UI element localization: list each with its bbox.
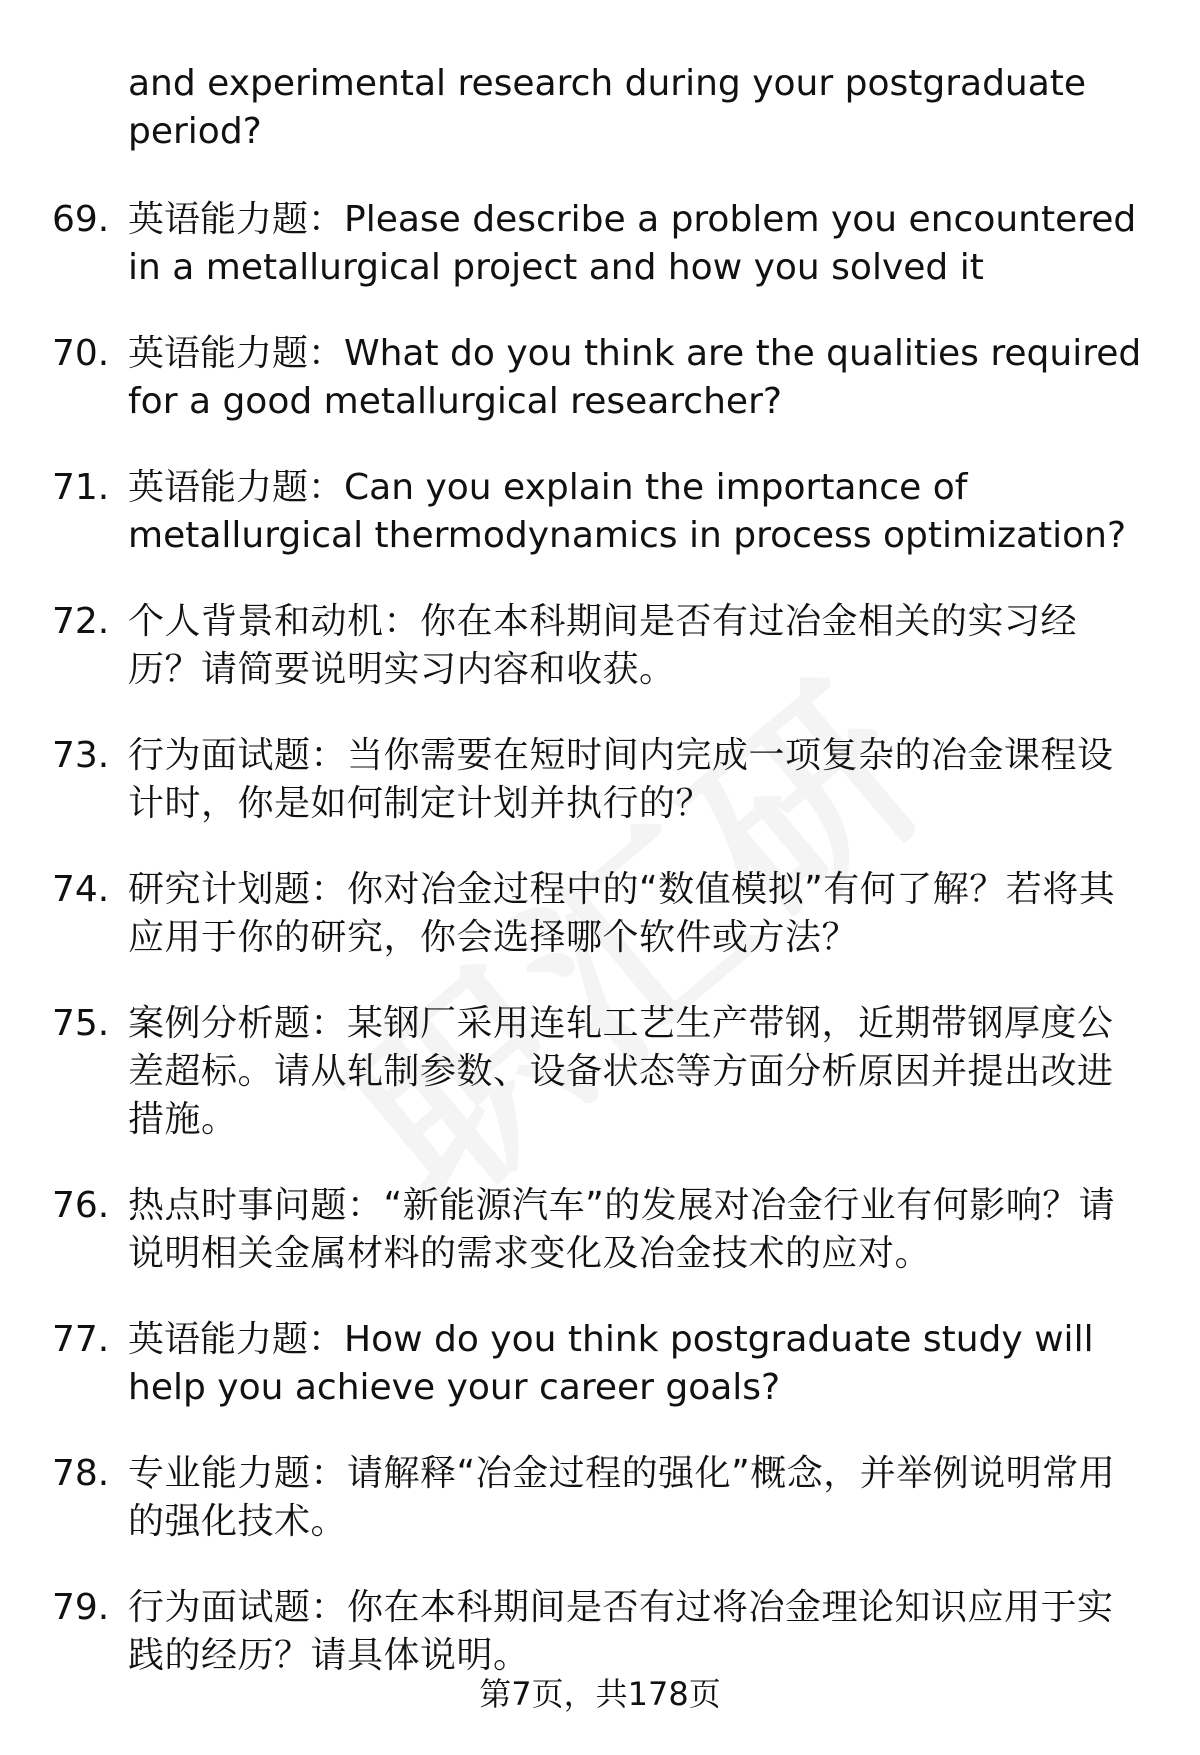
question-item-77 — [0, 1316, 1200, 1412]
question-text: 英语能力题：What do you think are the qualities required for a good metallurgical researcher? — [128, 333, 1142, 422]
question-text: 英语能力题：How do you think postgraduate study will help you achieve your career goals? — [128, 1319, 1094, 1408]
question-number: 73. — [52, 735, 110, 776]
question-item-72 — [0, 598, 1200, 694]
question-text: 行为面试题：你在本科期间是否有过将冶金理论知识应用于实践的经历？请具体说明。 — [128, 1587, 1114, 1676]
question-item-76 — [0, 1182, 1200, 1278]
question-item-69 — [0, 196, 1200, 292]
question-item-78 — [0, 1450, 1200, 1546]
question-number: 77. — [52, 1319, 110, 1360]
question-number: 71. — [52, 467, 110, 508]
question-item-73 — [0, 732, 1200, 828]
question-list — [0, 196, 1200, 1718]
question-text: 英语能力题：Can you explain the importance of metallurgical thermodynamics in process optimization? — [128, 467, 1127, 556]
question-number: 79. — [52, 1587, 110, 1628]
question-item-74 — [0, 866, 1200, 962]
question-text: 案例分析题：某钢厂采用连轧工艺生产带钢，近期带钢厚度公差超标。请从轧制参数、设备状态等方面分析原因并提出改进措施。 — [128, 1003, 1114, 1140]
continued-question-text: and experimental research during your postgraduate period? — [128, 63, 1087, 152]
question-number: 76. — [52, 1185, 110, 1226]
question-number: 72. — [52, 601, 110, 642]
question-text: 热点时事问题：“新能源汽车”的发展对冶金行业有何影响？请说明相关金属材料的需求变化及冶金技术的应对。 — [128, 1185, 1116, 1274]
question-item-79 — [0, 1584, 1200, 1680]
question-item-70 — [0, 330, 1200, 426]
page-footer: 第7页，共178页 — [479, 1675, 721, 1713]
question-item-75 — [0, 1000, 1200, 1144]
question-text: 专业能力题：请解释“冶金过程的强化”概念，并举例说明常用的强化技术。 — [128, 1453, 1116, 1542]
question-text: 研究计划题：你对冶金过程中的“数值模拟”有何了解？若将其应用于你的研究，你会选择哪个软件或方法？ — [128, 869, 1116, 958]
question-item-71 — [0, 464, 1200, 560]
question-number: 74. — [52, 869, 110, 910]
question-number: 75. — [52, 1003, 110, 1044]
question-text: 个人背景和动机：你在本科期间是否有过冶金相关的实习经历？请简要说明实习内容和收获。 — [128, 601, 1078, 690]
question-text: 英语能力题：Please describe a problem you encountered in a metallurgical project and how you solved it — [128, 199, 1137, 288]
question-number: 69. — [52, 199, 110, 240]
question-text: 行为面试题：当你需要在短时间内完成一项复杂的冶金课程设计时，你是如何制定计划并执行的？ — [128, 735, 1114, 824]
question-number: 78. — [52, 1453, 110, 1494]
question-number: 70. — [52, 333, 110, 374]
